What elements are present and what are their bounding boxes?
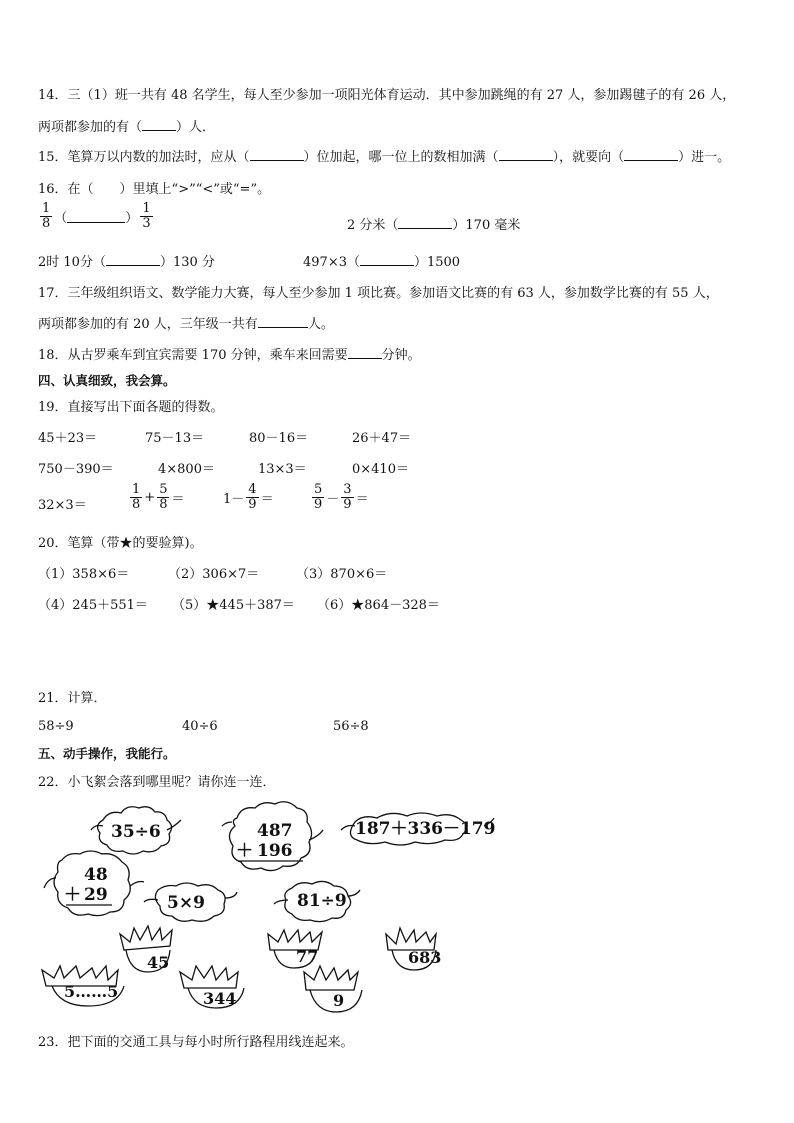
- q15: [38, 146, 730, 165]
- cloud-expr-2-bottom[interactable]: 196: [257, 841, 293, 861]
- answer-blank[interactable]: [106, 252, 160, 266]
- grass-answer-6[interactable]: 9: [333, 991, 345, 1010]
- q16-item-b: 2 分米（ ）170 毫米: [347, 214, 520, 233]
- section-heading-4: 四、认真细致，我会算。: [38, 373, 176, 388]
- q16-item-c: 2时 10分（ ）130 分: [38, 251, 215, 270]
- q21-item-1: 58÷9: [38, 719, 74, 734]
- q19-r3c4: $\frac{5}{9}$ － $\frac{3}{9}$ ＝: [314, 482, 369, 512]
- q15-part-c: ），就要向（: [552, 150, 625, 165]
- section-heading-5: 五、动手操作，我能行。: [38, 746, 176, 761]
- q16-item-a: $\frac{1}{8}$ （ ） $\frac{1}{3}$: [42, 201, 151, 231]
- cloud-expr-4-top[interactable]: 48: [84, 865, 108, 885]
- fraction: $\frac{1}{8}$: [42, 201, 51, 231]
- q14-line2-suffix: ）人．: [176, 120, 216, 135]
- cloud-expr-6[interactable]: 81÷9: [297, 891, 347, 911]
- q15-part-d: ）进一。: [678, 150, 731, 165]
- q20-r1c3: （3）870×6＝: [296, 567, 388, 582]
- cloud-expr-4-op: ＋: [64, 885, 81, 905]
- grass-answer-4[interactable]: 5……5: [64, 982, 119, 1001]
- answer-blank[interactable]: [258, 314, 308, 328]
- q20-r2c2: （5）★445＋387＝: [172, 598, 295, 613]
- q19-r1c3: 80－16＝: [249, 431, 309, 446]
- q19-title: 19．直接写出下面各题的得数。: [38, 400, 224, 415]
- q21-item-3: 56÷8: [333, 719, 369, 734]
- q22-diagram: [0, 795, 794, 1025]
- q15-part-b: ）位加起，哪一位上的数相加满（: [303, 150, 499, 165]
- answer-blank[interactable]: [499, 147, 553, 161]
- q19-r1c1: 45＋23＝: [38, 431, 98, 446]
- cloud-expr-4-bottom[interactable]: 29: [84, 885, 108, 905]
- q14-line1: 14．三（1）班一共有 48 名学生，每人至少参加一项阳光体育运动．其中参加跳绳的有 27 人，参加踢毽子的有 26 人，: [38, 88, 736, 103]
- cloud-expr-2-top[interactable]: 487: [257, 821, 293, 841]
- answer-blank[interactable]: [142, 117, 176, 131]
- q19-r1c4: 26＋47＝: [352, 431, 412, 446]
- q23-title: 23．把下面的交通工具与每小时所行路程用线连起来。: [38, 1035, 354, 1050]
- q21-item-2: 40÷6: [182, 719, 218, 734]
- fraction: $\frac{1}{3}$: [142, 201, 151, 231]
- q19-r2c4: 0×410＝: [352, 462, 409, 477]
- q17-line1: 17．三年级组织语文、数学能力大赛，每人至少参加 1 项比赛。参加语文比赛的有 63 人，参加数学比赛的有 55 人，: [38, 286, 719, 301]
- q19-r3c3: 1－ $\frac{4}{9}$ ＝: [223, 482, 274, 512]
- fraction: $\frac{5}{8}$: [159, 482, 168, 512]
- fraction: $\frac{4}{9}$: [248, 482, 257, 512]
- q15-part-a: 15．笔算万以内数的加法时，应从（: [38, 150, 250, 165]
- grass-answer-1[interactable]: 45: [147, 953, 170, 972]
- q19-r2c2: 4×800＝: [158, 462, 215, 477]
- q18: 18．从古罗乘车到宜宾需要 170 分钟，乘车来回需要 分钟。: [38, 344, 421, 363]
- q16-title: 16．在（ ）里填上“>”“<”或“=”。: [38, 182, 271, 197]
- q17-line2: 两项都参加的有 20 人，三年级一共有 人。: [38, 313, 334, 332]
- answer-blank[interactable]: [624, 147, 678, 161]
- answer-blank[interactable]: [398, 215, 452, 229]
- grass-answer-3[interactable]: 683: [408, 948, 442, 967]
- answer-blank[interactable]: [250, 147, 304, 161]
- q20-r1c2: （2）306×7＝: [168, 567, 260, 582]
- q14-line2-prefix: 两项都参加的有（: [38, 120, 143, 135]
- q19-r2c3: 13×3＝: [258, 462, 307, 477]
- q16-item-d: 497×3（ ）1500: [303, 251, 460, 270]
- q22-title: 22．小飞絮会落到哪里呢？请你连一连．: [38, 775, 276, 790]
- q20-r1c1: （1）358×6＝: [38, 567, 130, 582]
- grass-answer-2[interactable]: 77: [296, 947, 319, 966]
- fraction: $\frac{5}{9}$: [314, 482, 323, 512]
- answer-blank[interactable]: [67, 209, 125, 223]
- q14-line2: [38, 116, 215, 135]
- grass-answer-5[interactable]: 344: [203, 989, 237, 1008]
- q20-r2c3: （6）★864－328＝: [317, 598, 440, 613]
- cloud-expr-1[interactable]: 35÷6: [111, 822, 161, 842]
- answer-blank[interactable]: [348, 345, 382, 359]
- q20-r2c1: （4）245＋551＝: [38, 598, 148, 613]
- fraction: $\frac{3}{9}$: [343, 482, 352, 512]
- q19-r3c1: 32×3＝: [38, 498, 87, 513]
- cloud-expr-5[interactable]: 5×9: [167, 893, 205, 913]
- q20-title: 20．笔算（带★的要验算)。: [38, 536, 203, 551]
- fraction: $\frac{1}{8}$: [132, 482, 141, 512]
- cloud-expr-3[interactable]: 187＋336－179: [355, 819, 496, 839]
- answer-blank[interactable]: [360, 252, 414, 266]
- q19-r2c1: 750－390＝: [38, 462, 114, 477]
- q19-r1c2: 75－13＝: [145, 431, 205, 446]
- q19-r3c2: $\frac{1}{8}$ + $\frac{5}{8}$ ＝: [132, 482, 185, 512]
- cloud-expr-2-op: ＋: [236, 841, 253, 861]
- q21-title: 21．计算．: [38, 691, 107, 706]
